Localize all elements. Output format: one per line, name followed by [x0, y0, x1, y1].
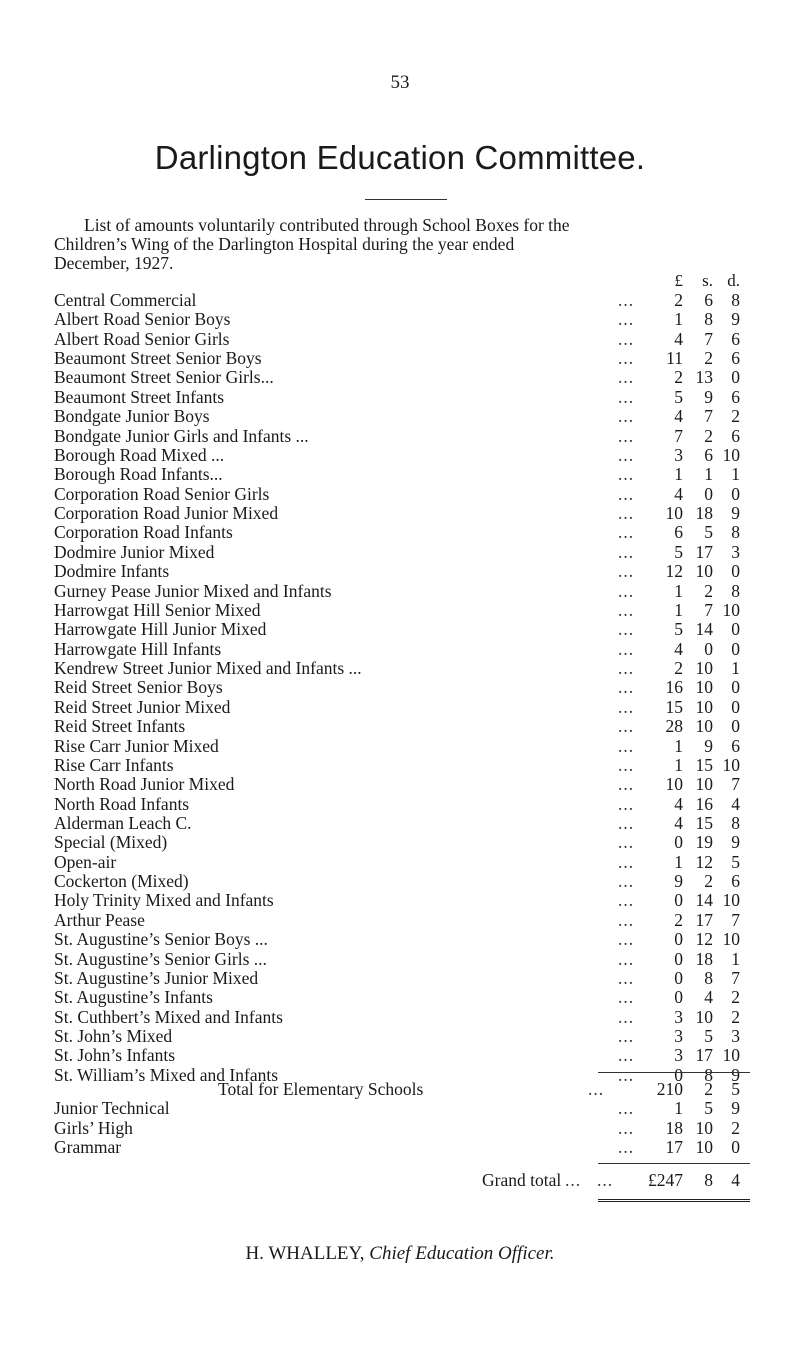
amount-shillings: 10 — [695, 677, 713, 698]
pence-header: d. — [727, 271, 740, 290]
leader-dots: ... — [618, 638, 635, 659]
school-name: North Road Infants — [54, 793, 190, 814]
school-name: St. Augustine’s Senior Boys ... — [54, 929, 268, 950]
leader-dots: ... — [618, 696, 635, 717]
leader-dots: ... — [618, 522, 635, 543]
amount-pence: 7 — [731, 967, 740, 988]
school-name: Cockerton (Mixed) — [54, 871, 189, 892]
grand-total-row — [0, 1170, 800, 1190]
amount-pence: 0 — [731, 696, 740, 717]
amount-shillings: 16 — [695, 793, 713, 814]
leader-dots: ... — [618, 599, 635, 620]
amount-shillings: 14 — [695, 890, 713, 911]
grand-total-pence: 4 — [731, 1170, 740, 1190]
leader-dots: ... — [618, 987, 635, 1008]
amount-pounds: 28 — [665, 716, 683, 737]
title-rule — [365, 199, 447, 200]
school-row — [0, 1137, 800, 1157]
school-name: Grammar — [54, 1137, 122, 1157]
amount-pounds: 3 — [674, 444, 683, 465]
school-row — [0, 813, 800, 833]
signatory-name: H. WHALLEY, — [245, 1243, 365, 1264]
leader-dots: ... — [618, 367, 635, 388]
amount-shillings: 9 — [704, 386, 713, 407]
school-name: Corporation Road Junior Mixed — [54, 503, 279, 524]
amount-pence: 10 — [722, 890, 740, 911]
amount-pence: 9 — [731, 1064, 740, 1085]
amount-shillings: 10 — [695, 696, 713, 717]
elementary-total-row — [0, 1079, 800, 1099]
leader-dots: ... — [618, 503, 635, 524]
amount-pence: 3 — [731, 541, 740, 562]
school-name: Alderman Leach C. — [54, 812, 192, 833]
school-name: Harrowgate Hill Infants — [54, 638, 222, 659]
amount-shillings: 15 — [695, 812, 713, 833]
amount-pounds: 0 — [674, 832, 683, 853]
amount-pounds: 3 — [674, 1006, 683, 1027]
school-name: Beaumont Street Senior Boys — [54, 348, 262, 369]
amount-pounds: 4 — [674, 328, 683, 349]
amount-pence: 4 — [731, 793, 740, 814]
amount-pence: 5 — [731, 851, 740, 872]
amount-pounds: 0 — [674, 987, 683, 1008]
school-name: Harrowgat Hill Senior Mixed — [54, 599, 261, 620]
amount-pounds: 9 — [674, 871, 683, 892]
amount-shillings: 17 — [695, 1045, 713, 1066]
school-row — [0, 736, 800, 756]
amount-shillings: 19 — [695, 832, 713, 853]
amount-shillings: 13 — [695, 367, 713, 388]
school-row — [0, 852, 800, 872]
amount-pence: 0 — [731, 1137, 740, 1157]
shillings-header: s. — [702, 271, 713, 290]
double-underline — [598, 1199, 750, 1204]
amount-pence: 8 — [731, 290, 740, 310]
amount-shillings: 9 — [704, 735, 713, 756]
intro-line-3: December, 1927. — [54, 253, 174, 273]
amount-pence: 2 — [731, 1006, 740, 1027]
leader-dots: ... — [618, 348, 635, 369]
amount-shillings: 10 — [695, 561, 713, 582]
leader-dots: ... — [618, 812, 635, 833]
amount-shillings: 12 — [695, 851, 713, 872]
amount-shillings: 8 — [704, 967, 713, 988]
school-row — [0, 619, 800, 639]
school-name: Beaumont Street Infants — [54, 386, 225, 407]
amount-pence: 9 — [731, 503, 740, 524]
leader-dots: ... — [618, 290, 635, 310]
school-name: Holy Trinity Mixed and Infants — [54, 890, 274, 911]
school-name: North Road Junior Mixed — [54, 774, 235, 795]
amount-pence: 2 — [731, 1117, 740, 1138]
amount-pounds: 6 — [674, 522, 683, 543]
page-number: 53 — [390, 72, 410, 93]
school-row — [0, 290, 800, 310]
amount-pounds: 4 — [674, 638, 683, 659]
amount-shillings: 2 — [704, 425, 713, 446]
school-name: Dodmire Junior Mixed — [54, 541, 215, 562]
leader-dots: ... — [618, 1117, 635, 1138]
signature — [0, 1243, 800, 1265]
amount-pence: 8 — [731, 812, 740, 833]
amount-pounds: 2 — [674, 290, 683, 310]
school-row — [0, 1026, 800, 1046]
amount-shillings: 18 — [695, 503, 713, 524]
amount-shillings: 10 — [695, 1137, 713, 1157]
amount-pounds: 1 — [674, 464, 683, 485]
amount-pounds: 15 — [665, 696, 683, 717]
amount-shillings: 10 — [695, 774, 713, 795]
amount-shillings: 5 — [704, 522, 713, 543]
amount-shillings: 4 — [704, 987, 713, 1008]
school-row — [0, 329, 800, 349]
amount-pounds: 1 — [674, 735, 683, 756]
subtotal-rule — [598, 1072, 750, 1073]
amount-shillings: 15 — [695, 754, 713, 775]
leader-dots: ... — [618, 1098, 635, 1118]
school-name: St. John’s Mixed — [54, 1026, 173, 1047]
grand-total-shillings: 8 — [704, 1170, 713, 1190]
amount-pence: 0 — [731, 638, 740, 659]
amount-pence: 10 — [722, 754, 740, 775]
leader-dots: ... — [618, 406, 635, 427]
amount-pence: 6 — [731, 871, 740, 892]
amount-pounds: 18 — [665, 1117, 683, 1138]
amount-pence: 10 — [722, 599, 740, 620]
amount-pounds: 1 — [674, 580, 683, 601]
amount-pounds: 1 — [674, 851, 683, 872]
school-name: Dodmire Infants — [54, 561, 170, 582]
amount-pounds: 2 — [674, 658, 683, 679]
school-name: Bondgate Junior Boys — [54, 406, 210, 427]
amount-shillings: 14 — [695, 619, 713, 640]
leader-dots: ... — [618, 561, 635, 582]
school-name: Arthur Pease — [54, 909, 145, 930]
school-name: Harrowgate Hill Junior Mixed — [54, 619, 267, 640]
leader-dots: ... — [618, 677, 635, 698]
leader-dots: ... — [618, 793, 635, 814]
elementary-total-pounds: 210 — [656, 1079, 683, 1099]
school-row — [0, 658, 800, 678]
amount-pence: 0 — [731, 367, 740, 388]
leader-dots: ... — [618, 309, 635, 330]
leader-dots: ... — [618, 328, 635, 349]
school-name: St. Augustine’s Infants — [54, 987, 213, 1008]
amount-pounds: 12 — [665, 561, 683, 582]
amount-pounds: 7 — [674, 425, 683, 446]
school-name: Gurney Pease Junior Mixed and Infants — [54, 580, 332, 601]
leader-dots: ... — [618, 1137, 635, 1157]
school-name: Rise Carr Infants — [54, 754, 174, 775]
grand-total-pounds: £247 — [648, 1170, 683, 1190]
school-name: Reid Street Senior Boys — [54, 677, 223, 698]
school-row — [0, 1118, 800, 1138]
amount-pounds: 0 — [674, 948, 683, 969]
leader-dots: ... — [618, 386, 635, 407]
school-row — [0, 794, 800, 814]
amount-pounds: 16 — [665, 677, 683, 698]
amount-pence: 0 — [731, 483, 740, 504]
amount-shillings: 10 — [695, 1006, 713, 1027]
school-name: Central Commercial — [54, 290, 197, 310]
amount-pounds: 4 — [674, 812, 683, 833]
school-row — [0, 774, 800, 794]
amount-shillings: 7 — [704, 328, 713, 349]
amount-shillings: 6 — [704, 444, 713, 465]
amount-pence: 0 — [731, 716, 740, 737]
amount-pence: 1 — [731, 464, 740, 485]
school-name: St. Cuthbert’s Mixed and Infants — [54, 1006, 283, 1027]
school-name: Borough Road Infants... — [54, 464, 223, 485]
school-name: Junior Technical — [54, 1098, 170, 1118]
amount-shillings: 6 — [704, 290, 713, 310]
amount-pence: 10 — [722, 929, 740, 950]
leader-dots: ... — [618, 948, 635, 969]
school-name: Bondgate Junior Girls and Infants ... — [54, 425, 309, 446]
school-name: Rise Carr Junior Mixed — [54, 735, 219, 756]
amount-pounds: 0 — [674, 929, 683, 950]
school-row — [0, 522, 800, 542]
intro-line-1: List of amounts voluntarily contributed through School Boxes for the — [84, 215, 570, 235]
school-name: Albert Road Senior Boys — [54, 309, 231, 330]
amount-pence: 6 — [731, 386, 740, 407]
amount-pounds: 3 — [674, 1026, 683, 1047]
leader-dots: ... — [618, 483, 635, 504]
leader-dots: ... — [618, 1006, 635, 1027]
amount-pence: 9 — [731, 832, 740, 853]
leader-dots: ... — [618, 619, 635, 640]
leader-dots: ... — [618, 890, 635, 911]
amount-pounds: 1 — [674, 754, 683, 775]
amount-pounds: 4 — [674, 793, 683, 814]
amount-pence: 9 — [731, 309, 740, 330]
school-name: Albert Road Senior Girls — [54, 328, 230, 349]
intro-line-2: Children’s Wing of the Darlington Hospital during the year ended — [54, 234, 515, 254]
grand-total-rule — [598, 1163, 750, 1164]
school-name: Special (Mixed) — [54, 832, 168, 853]
school-row — [0, 968, 800, 988]
amount-pounds: 5 — [674, 386, 683, 407]
leader-dots: ... — [565, 1170, 582, 1190]
school-row — [0, 600, 800, 620]
amount-shillings: 10 — [695, 716, 713, 737]
amount-shillings: 17 — [695, 909, 713, 930]
amount-pence: 7 — [731, 774, 740, 795]
amount-pence: 10 — [722, 444, 740, 465]
school-row — [0, 561, 800, 581]
leader-dots: ... — [618, 929, 635, 950]
leader-dots: ... — [618, 851, 635, 872]
leader-dots: ... — [588, 1079, 605, 1099]
school-row — [0, 949, 800, 969]
intro-paragraph — [54, 216, 754, 273]
leader-dots: ... — [618, 1026, 635, 1047]
leader-dots: ... — [618, 541, 635, 562]
leader-dots: ... — [597, 1170, 614, 1190]
school-row — [0, 387, 800, 407]
amount-pence: 10 — [722, 1045, 740, 1066]
amount-shillings: 0 — [704, 483, 713, 504]
school-row — [0, 1045, 800, 1065]
amount-shillings: 10 — [695, 1117, 713, 1138]
amount-shillings: 10 — [695, 658, 713, 679]
school-row — [0, 367, 800, 387]
school-row — [0, 832, 800, 852]
school-name: Kendrew Street Junior Mixed and Infants ... — [54, 658, 362, 679]
amount-pence: 6 — [731, 735, 740, 756]
amount-pounds: 1 — [674, 309, 683, 330]
school-row — [0, 445, 800, 465]
amount-shillings: 0 — [704, 638, 713, 659]
elementary-total-label: Total for Elementary Schools — [218, 1079, 424, 1099]
school-row — [0, 1098, 800, 1118]
amount-pounds: 1 — [674, 599, 683, 620]
amount-shillings: 2 — [704, 871, 713, 892]
leader-dots: ... — [618, 735, 635, 756]
school-name: Reid Street Infants — [54, 716, 186, 737]
leader-dots: ... — [618, 774, 635, 795]
grand-total-label: Grand total — [482, 1170, 562, 1190]
amount-pence: 9 — [731, 1098, 740, 1118]
amount-pounds: 2 — [674, 909, 683, 930]
school-name: St. Augustine’s Junior Mixed — [54, 967, 259, 988]
amount-pounds: 4 — [674, 483, 683, 504]
amount-pence: 1 — [731, 658, 740, 679]
amount-pence: 2 — [731, 406, 740, 427]
amount-shillings: 18 — [695, 948, 713, 969]
school-name: Corporation Road Infants — [54, 522, 233, 543]
school-name: Borough Road Mixed ... — [54, 444, 225, 465]
school-row — [0, 987, 800, 1007]
amount-pence: 7 — [731, 909, 740, 930]
amount-pence: 0 — [731, 619, 740, 640]
school-row — [0, 1007, 800, 1027]
amount-shillings: 8 — [704, 309, 713, 330]
school-name: St. John’s Infants — [54, 1045, 176, 1066]
amount-pounds: 0 — [674, 1064, 683, 1085]
currency-header — [0, 271, 800, 291]
school-row — [0, 542, 800, 562]
school-row — [0, 406, 800, 426]
amount-pounds: 10 — [665, 503, 683, 524]
leader-dots: ... — [618, 1064, 635, 1085]
school-row — [0, 464, 800, 484]
amount-shillings: 8 — [704, 1064, 713, 1085]
amount-pence: 1 — [731, 948, 740, 969]
amount-pounds: 0 — [674, 890, 683, 911]
leader-dots: ... — [618, 832, 635, 853]
school-row — [0, 677, 800, 697]
amount-pounds: 2 — [674, 367, 683, 388]
leader-dots: ... — [618, 444, 635, 465]
school-row — [0, 716, 800, 736]
amount-pence: 6 — [731, 348, 740, 369]
amount-shillings: 12 — [695, 929, 713, 950]
amount-pence: 2 — [731, 987, 740, 1008]
amount-shillings: 1 — [704, 464, 713, 485]
school-name: Girls’ High — [54, 1117, 133, 1138]
signatory-role: Chief Education Officer. — [369, 1243, 555, 1264]
school-row — [0, 639, 800, 659]
amount-pence: 0 — [731, 561, 740, 582]
school-name: St. William’s Mixed and Infants — [54, 1064, 279, 1085]
amount-pounds: 11 — [666, 348, 683, 369]
leader-dots: ... — [618, 716, 635, 737]
leader-dots: ... — [618, 754, 635, 775]
school-name: Reid Street Junior Mixed — [54, 696, 231, 717]
school-name: Open-air — [54, 851, 117, 872]
leader-dots: ... — [618, 425, 635, 446]
school-name: Beaumont Street Senior Girls... — [54, 367, 274, 388]
amount-shillings: 5 — [704, 1026, 713, 1047]
amount-pounds: 3 — [674, 1045, 683, 1066]
school-row — [0, 890, 800, 910]
amount-shillings: 7 — [704, 406, 713, 427]
amount-pence: 6 — [731, 328, 740, 349]
amount-pence: 6 — [731, 425, 740, 446]
amount-pounds: 10 — [665, 774, 683, 795]
school-row — [0, 503, 800, 523]
school-row — [0, 697, 800, 717]
leader-dots: ... — [618, 967, 635, 988]
school-name: St. Augustine’s Senior Girls ... — [54, 948, 267, 969]
elementary-total-shillings: 2 — [704, 1079, 713, 1099]
leader-dots: ... — [618, 909, 635, 930]
leader-dots: ... — [618, 871, 635, 892]
amount-pounds: 0 — [674, 967, 683, 988]
amount-pence: 0 — [731, 677, 740, 698]
amount-pounds: 4 — [674, 406, 683, 427]
amount-pounds: 1 — [674, 1098, 683, 1118]
pounds-header: £ — [674, 271, 683, 290]
amount-pounds: 5 — [674, 619, 683, 640]
leader-dots: ... — [618, 580, 635, 601]
amount-shillings: 7 — [704, 599, 713, 620]
amount-pence: 8 — [731, 580, 740, 601]
amount-pence: 3 — [731, 1026, 740, 1047]
amount-pounds: 5 — [674, 541, 683, 562]
amount-pence: 8 — [731, 522, 740, 543]
school-row — [0, 755, 800, 775]
school-row — [0, 581, 800, 601]
school-row — [0, 309, 800, 329]
school-row — [0, 929, 800, 949]
school-row — [0, 348, 800, 368]
school-row — [0, 484, 800, 504]
amount-shillings: 2 — [704, 580, 713, 601]
school-name: Corporation Road Senior Girls — [54, 483, 270, 504]
leader-dots: ... — [618, 1045, 635, 1066]
page-title: Darlington Education Committee. — [154, 139, 646, 176]
school-row — [0, 871, 800, 891]
elementary-total-pence: 5 — [731, 1079, 740, 1099]
amount-pounds: 17 — [665, 1137, 683, 1157]
amount-shillings: 17 — [695, 541, 713, 562]
amount-shillings: 5 — [704, 1098, 713, 1118]
school-row — [0, 910, 800, 930]
school-row — [0, 426, 800, 446]
leader-dots: ... — [618, 658, 635, 679]
amount-shillings: 2 — [704, 348, 713, 369]
leader-dots: ... — [618, 464, 635, 485]
